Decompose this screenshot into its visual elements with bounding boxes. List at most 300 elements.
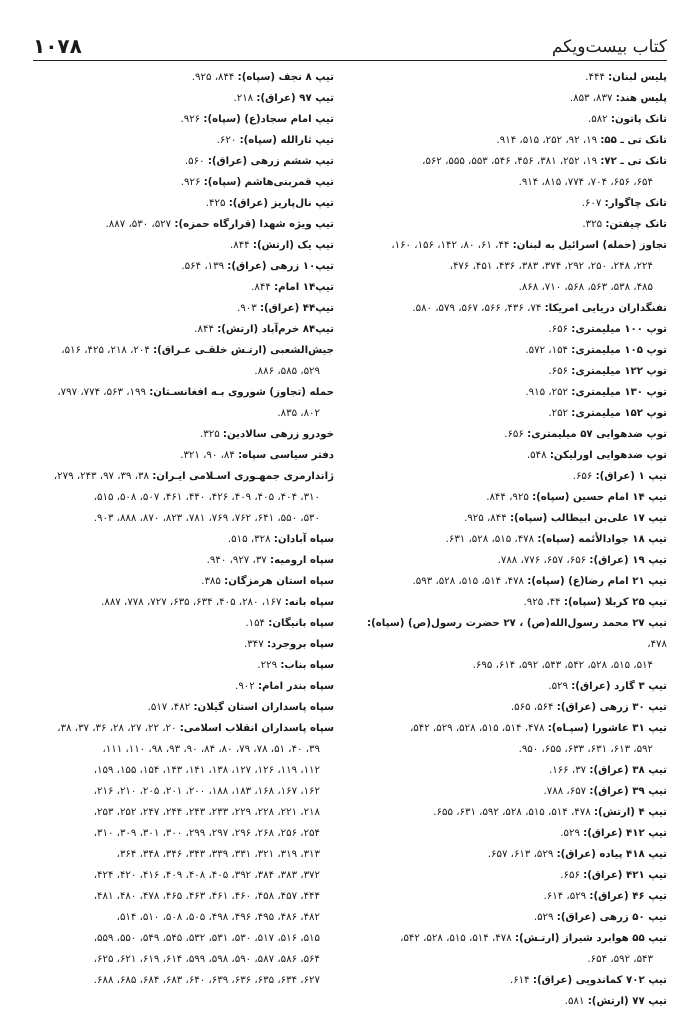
index-page-refs-continued: ۲۲۴، ۲۴۸، ۲۵۰، ۲۹۲، ۳۷۴، ۳۸۳، ۴۳۶، ۴۵۱، ۴۷۶، bbox=[449, 261, 653, 272]
index-page-refs: ۲۵۲، ۹۱۵. bbox=[525, 387, 569, 398]
index-entry bbox=[367, 697, 667, 718]
index-term: تیپ ۹۷ (عراق): bbox=[256, 93, 334, 104]
index-page-refs-continued: ۵۹۲، ۶۱۳، ۶۳۱، ۶۳۳، ۶۵۵، ۹۵۰. bbox=[518, 744, 653, 755]
index-entry bbox=[34, 865, 334, 886]
index-entry bbox=[367, 445, 667, 466]
index-page-refs: ۵۲۹. bbox=[560, 828, 580, 839]
index-entry bbox=[367, 970, 667, 991]
index-term: ژاندارمری جمهـوری اسـلامی ایـران: bbox=[152, 471, 334, 482]
index-entry-line bbox=[524, 597, 668, 608]
index-entry bbox=[34, 970, 334, 991]
index-entry bbox=[34, 550, 334, 571]
index-term: سپاه آبادان: bbox=[273, 534, 334, 545]
index-entry bbox=[367, 109, 667, 130]
index-entry bbox=[34, 634, 334, 655]
index-entry-line bbox=[244, 639, 334, 650]
index-term: تیپ۴۴ (عراق): bbox=[259, 303, 334, 314]
index-entry bbox=[367, 319, 667, 340]
index-entry-line bbox=[207, 555, 334, 566]
index-entry bbox=[367, 676, 667, 697]
index-entry bbox=[367, 592, 667, 613]
index-term: تانک چاگوار: bbox=[604, 198, 667, 209]
index-entry-line bbox=[61, 345, 334, 356]
index-page-refs-continued: ۵۲۹، ۵۸۵، ۸۸۶. bbox=[254, 366, 320, 377]
index-term: توپ ۱۳۰ میلیمتری: bbox=[571, 387, 667, 398]
index-entry bbox=[34, 109, 334, 130]
index-page-refs: ۲۵۲. bbox=[548, 408, 569, 419]
index-entry-line bbox=[54, 471, 334, 482]
index-entry bbox=[34, 907, 334, 928]
index-entry-line bbox=[464, 513, 667, 524]
index-entry-line bbox=[497, 135, 667, 146]
index-page-refs: ۹۲۶. bbox=[180, 114, 201, 125]
index-page-refs: ۵۸۱. bbox=[564, 996, 585, 1007]
index-term: تیپ ۱۴ امام حسین (سپاه): bbox=[532, 492, 667, 503]
index-entry-line bbox=[565, 996, 667, 1007]
index-entry-line bbox=[235, 681, 334, 692]
index-entry bbox=[34, 424, 334, 445]
index-entry-line bbox=[588, 114, 667, 125]
index-entry-line bbox=[544, 786, 667, 797]
index-term: تیپ ۱۸ جوادالأئمه (سپاه): bbox=[537, 534, 667, 545]
index-term: پلیس هند: bbox=[615, 93, 667, 104]
index-entry-line bbox=[525, 345, 667, 356]
index-page-refs: ۶۵۷، ۷۸۸. bbox=[543, 786, 587, 797]
index-term: تیپ ۳۱ عاشورا (سپـاه): bbox=[547, 723, 667, 734]
index-page-refs: ۵۴۸. bbox=[526, 450, 547, 461]
index-page-refs: ۵۲۹، ۶۱۳، ۶۵۷. bbox=[487, 849, 554, 860]
index-entry-line bbox=[233, 93, 334, 104]
index-entry bbox=[367, 865, 667, 886]
page-header bbox=[33, 30, 667, 61]
index-page-refs: ۵۲۹. bbox=[533, 912, 554, 923]
index-entry bbox=[34, 319, 334, 340]
index-term: حمله (تجاوز) شوروی بـه افغانسـتان: bbox=[149, 387, 334, 398]
index-entry-line bbox=[560, 828, 667, 839]
index-term: تانک تی ـ ۵۵: bbox=[600, 135, 667, 146]
index-entry-line bbox=[548, 681, 667, 692]
index-page-refs: ۵۲۹، ۶۱۴. bbox=[543, 891, 587, 902]
index-page-refs: ۶۵۶، ۶۵۷، ۷۷۶، ۷۸۸. bbox=[497, 555, 587, 566]
index-entry-line bbox=[570, 93, 667, 104]
index-entry-line bbox=[148, 702, 334, 713]
index-entry bbox=[34, 382, 334, 424]
index-entry-line bbox=[245, 618, 334, 629]
index-term: سپاه پاسداران استان گیلان: bbox=[193, 702, 334, 713]
index-term: تیپ ۴۶ (عراق): bbox=[589, 891, 667, 902]
index-page-refs: ۳۲۵. bbox=[200, 429, 220, 440]
index-page-refs-continued: ۲۵۴، ۲۵۶، ۲۶۸، ۲۹۶، ۲۹۷، ۲۹۹، ۳۰۰، ۳۰۱، ۳۰۹، ۳۱۰، bbox=[93, 828, 320, 839]
index-entry-line bbox=[185, 156, 334, 167]
index-page-refs: ۸۴۴. bbox=[194, 324, 214, 335]
index-term: تیپ ۲۱ امام رضا(ع) (سپاه): bbox=[527, 576, 667, 587]
index-page-refs-continued: ۱۶۲، ۱۶۷، ۱۶۸، ۱۸۳، ۱۸۸، ۲۰۰، ۲۰۱، ۲۰۵، ۲۱۰، ۲۱۶، bbox=[93, 786, 320, 797]
index-entry bbox=[34, 445, 334, 466]
index-term: تیپ ۳۰ زرهی (عراق): bbox=[556, 702, 667, 713]
index-page-refs: ۸۴۴، ۹۲۵. bbox=[464, 513, 507, 524]
index-page-refs-continued: ۳۱۳، ۳۱۹، ۳۲۱، ۳۳۱، ۳۳۹، ۳۴۳، ۳۴۶، ۳۴۸، ۳۶۴، bbox=[116, 849, 320, 860]
index-entry-line bbox=[237, 303, 334, 314]
index-term: تانک تی ـ ۷۲: bbox=[600, 156, 667, 167]
index-page-refs: ۱۹، ۲۵۲، ۳۸۱، ۴۵۶، ۵۴۶، ۵۵۳، ۵۵۵، ۵۶۲، bbox=[422, 156, 598, 167]
index-page-refs: ۴۷۸، ۵۱۵، ۵۲۸، ۶۳۱. bbox=[445, 534, 535, 545]
index-entry bbox=[34, 844, 334, 865]
index-term: تیپ۱۴ امام: bbox=[274, 282, 334, 293]
index-entry-line bbox=[400, 933, 667, 944]
index-entry bbox=[34, 466, 334, 508]
index-page-refs-continued: ۳۷۲، ۳۸۳، ۳۸۴، ۳۹۲، ۴۰۵، ۴۰۸، ۴۰۹، ۴۱۶، ۴۲۰، ۴۲۴، bbox=[93, 870, 320, 881]
index-term: تانک چیفتن: bbox=[605, 219, 667, 230]
index-entry bbox=[34, 592, 334, 613]
index-page-refs: ۱۵۴، ۵۷۲. bbox=[525, 345, 569, 356]
index-page-refs: ۱۵۴. bbox=[245, 618, 266, 629]
index-entry-line bbox=[422, 156, 667, 167]
index-page-refs: ۶۲۰. bbox=[216, 135, 237, 146]
index-page-refs: ۵۲۷، ۵۳۰، ۸۸۷. bbox=[105, 219, 172, 230]
index-page-refs: ۴۲۵. bbox=[205, 198, 226, 209]
index-entry-line bbox=[206, 198, 334, 209]
index-entry bbox=[367, 151, 667, 193]
index-entry bbox=[34, 88, 334, 109]
index-page-refs-continued: ۵۶۴، ۵۸۶، ۵۸۷، ۵۹۰، ۵۹۸، ۵۹۹، ۶۱۴، ۶۱۹، ۶۲۱، ۶۲۵، bbox=[93, 954, 320, 965]
index-entry bbox=[34, 949, 334, 970]
index-entry-line bbox=[413, 576, 667, 587]
index-term: تیپ ۴۲۱ (عراق): bbox=[583, 870, 667, 881]
index-entry-line bbox=[582, 219, 667, 230]
index-page-refs: ۶۵۶. bbox=[548, 366, 569, 377]
index-page-refs: ۵۸۲. bbox=[587, 114, 608, 125]
index-term: تیپ ۸ نجف (سپاه): bbox=[237, 72, 334, 83]
index-entry bbox=[367, 781, 667, 802]
index-entry-line bbox=[391, 240, 667, 251]
index-entry-line bbox=[201, 576, 334, 587]
index-entry bbox=[34, 130, 334, 151]
index-term: تیپ ویژه شهدا (قرارگاه حمزه): bbox=[174, 219, 334, 230]
index-entry bbox=[367, 928, 667, 970]
index-page-refs: ۳۲۸، ۵۱۵. bbox=[227, 534, 271, 545]
index-page-refs: ۴۴۴. bbox=[585, 72, 605, 83]
index-term: سپاه استان هرمزگان: bbox=[224, 576, 334, 587]
index-entry-line bbox=[200, 429, 334, 440]
index-page-refs-continued: ۶۵۴، ۶۵۶، ۷۰۴، ۷۷۴، ۸۱۵، ۹۱۴. bbox=[518, 177, 653, 188]
index-term: تیپ ثارالله (سپاه): bbox=[239, 135, 334, 146]
index-page-refs: ۳۸، ۳۹، ۹۷، ۲۴۳، ۲۷۹، bbox=[53, 471, 149, 482]
index-entry bbox=[34, 151, 334, 172]
index-entry bbox=[34, 655, 334, 676]
index-entry bbox=[34, 298, 334, 319]
index-page-refs: ۸۳۷، ۸۵۳. bbox=[569, 93, 613, 104]
index-entry bbox=[367, 130, 667, 151]
index-page-refs: ۴۷۸، ۵۱۴، ۵۱۵، ۵۲۸، ۵۹۲، ۶۳۱، ۶۵۵. bbox=[433, 807, 591, 818]
index-term: تجاوز (حمله) اسرائیل به لبنان: bbox=[512, 240, 667, 251]
index-entry bbox=[34, 277, 334, 298]
index-term: خودرو زرهی سالادین: bbox=[222, 429, 334, 440]
index-page-refs-continued: ۵۱۴، ۵۱۵، ۵۲۸، ۵۴۲، ۵۴۳، ۵۹۲، ۶۱۴، ۶۹۵. bbox=[472, 660, 653, 671]
index-term: سپاه بندر امام: bbox=[257, 681, 334, 692]
index-term: سپاه بروجرد: bbox=[266, 639, 334, 650]
index-term: تفنگداران دریایی امریکا: bbox=[544, 303, 667, 314]
index-page-refs: ۲۰۴، ۲۱۸، ۴۲۵، ۵۱۶، bbox=[61, 345, 150, 356]
index-term: تیپ ۵۰ زرهی (عراق): bbox=[556, 912, 667, 923]
index-page-refs: ۳۴۷. bbox=[244, 639, 264, 650]
index-entry bbox=[367, 403, 667, 424]
index-entry bbox=[34, 697, 334, 718]
index-entry bbox=[367, 718, 667, 760]
index-entry bbox=[34, 823, 334, 844]
index-entry bbox=[34, 760, 334, 781]
index-entry-line bbox=[106, 219, 334, 230]
index-term: توپ ۱۰۵ میلیمتری: bbox=[571, 345, 667, 356]
index-entry-line bbox=[560, 870, 667, 881]
index-entry-line bbox=[548, 324, 667, 335]
index-entry bbox=[367, 235, 667, 277]
index-entry-line bbox=[181, 261, 334, 272]
index-entry bbox=[367, 907, 667, 928]
index-entry bbox=[367, 340, 667, 361]
index-entry bbox=[367, 214, 667, 235]
index-term: تیپ نال‌پاریز (عراق): bbox=[228, 198, 334, 209]
index-page-refs-continued: ۴۸۵، ۵۳۸، ۵۶۳، ۵۶۸، ۷۱۰، ۸۶۸. bbox=[518, 282, 653, 293]
index-entry bbox=[367, 823, 667, 844]
index-term: سپاه بانیگان: bbox=[268, 618, 334, 629]
page-number: ۱۰۷۸ bbox=[33, 34, 82, 58]
index-term: تیپ ۷۰۲ کماندویی (عراق): bbox=[532, 975, 667, 986]
index-entry-line bbox=[488, 849, 667, 860]
index-page-refs-continued: ۳۱۰، ۴۰۴، ۴۰۵، ۴۰۹، ۴۲۶، ۴۴۰، ۴۶۱، ۵۰۷، ۵۰۸، ۵۱۵، bbox=[93, 492, 320, 503]
index-term: توپ ضدهوایی اورلیکن: bbox=[549, 450, 667, 461]
index-page-refs: ۴۸۲، ۵۱۷. bbox=[147, 702, 191, 713]
index-entry-line bbox=[228, 534, 334, 545]
index-page-refs: ۴۴، ۶۱، ۸۰، ۱۴۲، ۱۵۶، ۱۶۰، bbox=[391, 240, 510, 251]
index-entry bbox=[34, 214, 334, 235]
index-page-refs-continued: ۱۱۲، ۱۱۹، ۱۲۶، ۱۲۷، ۱۳۸، ۱۴۱، ۱۴۳، ۱۵۴، ۱۵۵، ۱۵۹، bbox=[93, 765, 320, 776]
index-page-refs: ۱۹، ۹۲، ۲۵۲، ۵۱۵، ۹۱۴. bbox=[496, 135, 598, 146]
index-entry bbox=[367, 298, 667, 319]
index-entry bbox=[34, 718, 334, 760]
index-page-refs: ۹۰۳. bbox=[237, 303, 257, 314]
index-page-refs: ۵۲۹. bbox=[548, 681, 568, 692]
index-page-refs: ۱۶۷، ۲۸۰، ۴۰۵، ۶۳۴، ۶۳۵، ۷۲۷، ۷۷۸، ۸۸۷. bbox=[101, 597, 282, 608]
index-term: سپاه بناب: bbox=[280, 660, 334, 671]
index-entry-line bbox=[527, 450, 667, 461]
index-term: تیپ ۲۵ کربلا (سپاه): bbox=[563, 597, 667, 608]
index-page-refs: ۶۱۴. bbox=[509, 975, 530, 986]
index-term: سپاه ارومیه: bbox=[270, 555, 334, 566]
index-entry bbox=[367, 760, 667, 781]
index-term: توپ ۱۵۲ میلیمتری: bbox=[571, 408, 667, 419]
index-entry-line bbox=[573, 471, 667, 482]
index-page-refs: ۶۵۶. bbox=[572, 471, 593, 482]
index-entry bbox=[367, 361, 667, 382]
index-page-refs: ۵۶۴، ۵۶۵. bbox=[510, 702, 554, 713]
index-entry-line bbox=[180, 114, 334, 125]
index-page-refs: ۳۷، ۹۲۷، ۹۴۰. bbox=[206, 555, 267, 566]
index-page-refs: ۸۴۴. bbox=[229, 240, 250, 251]
index-page-refs: ۱۹۹، ۵۶۳، ۷۷۴، ۷۹۷، bbox=[57, 387, 146, 398]
index-entry-line bbox=[101, 597, 334, 608]
index-term: تیپ ۴۱۸ پیاده (عراق): bbox=[556, 849, 667, 860]
index-page-refs: ۷۴، ۴۳۶، ۵۶۶، ۵۶۷، ۵۷۹، ۵۸۰. bbox=[412, 303, 542, 314]
index-page-refs: ۵۶۰. bbox=[184, 156, 205, 167]
index-page-refs-continued: ۵۴۳، ۵۹۲، ۶۵۴. bbox=[587, 954, 653, 965]
index-term: جیش‌الشعبی (ارتـش خلقـی عـراق): bbox=[153, 345, 334, 356]
index-entry bbox=[367, 550, 667, 571]
index-entry bbox=[34, 613, 334, 634]
index-term: تیپ ۱ (عراق): bbox=[595, 471, 667, 482]
index-entry bbox=[367, 466, 667, 487]
index-entry-line bbox=[217, 135, 334, 146]
index-entry bbox=[34, 172, 334, 193]
index-entry bbox=[34, 340, 334, 382]
index-entry-line bbox=[251, 282, 334, 293]
index-entry-line bbox=[412, 303, 667, 314]
index-entry bbox=[34, 676, 334, 697]
index-term: تیپ۱۰ زرهی (عراق): bbox=[227, 261, 334, 272]
index-entry-line bbox=[548, 408, 667, 419]
index-term: توپ ۱۰۰ میلیمتری: bbox=[571, 324, 667, 335]
index-entry bbox=[34, 928, 334, 949]
index-entry bbox=[367, 529, 667, 550]
index-page-refs: ۸۴۴، ۹۲۵. bbox=[191, 72, 235, 83]
index-entry-line bbox=[486, 492, 667, 503]
index-entry-line bbox=[446, 534, 667, 545]
index-entry-line bbox=[433, 807, 667, 818]
index-page-refs: ۴۷۸، ۵۱۴، ۵۱۵، ۵۲۸، ۵۴۲، bbox=[400, 933, 512, 944]
index-entry bbox=[34, 529, 334, 550]
index-entry-line bbox=[549, 765, 667, 776]
index-page-refs: ۶۵۶. bbox=[504, 429, 524, 440]
index-entry-line bbox=[180, 450, 334, 461]
index-page-refs: ۸۴، ۹۰، ۳۲۱. bbox=[180, 450, 235, 461]
index-entry bbox=[34, 508, 334, 529]
index-entry bbox=[367, 382, 667, 403]
index-page-refs-continued: ۴۴۴، ۴۵۷، ۴۵۸، ۴۶۰، ۴۶۱، ۴۶۳، ۴۶۵، ۴۷۸، ۴۸۰، ۴۸۱، bbox=[93, 891, 320, 902]
index-entry-line bbox=[257, 660, 334, 671]
index-entry bbox=[34, 235, 334, 256]
index-page-refs: ۹۰۲. bbox=[235, 681, 255, 692]
index-entry-line bbox=[510, 975, 667, 986]
index-entry bbox=[367, 802, 667, 823]
index-entry-line bbox=[57, 723, 334, 734]
index-entry-line bbox=[181, 177, 334, 188]
index-entry bbox=[367, 613, 667, 676]
index-term: پلیس لبنان: bbox=[608, 72, 667, 83]
index-term: تیپ امام سجاد(ع) (سپاه): bbox=[203, 114, 334, 125]
index-term: تیپ ۴ (ارتش): bbox=[593, 807, 667, 818]
index-term: تیپ ۷۷ (ارتش): bbox=[587, 996, 667, 1007]
index-term: سپاه بانه: bbox=[284, 597, 334, 608]
index-entry bbox=[367, 886, 667, 907]
index-term: توپ ضدهوایی ۵۷ میلیمتری: bbox=[527, 429, 667, 440]
index-term: تانک پاتون: bbox=[610, 114, 667, 125]
index-term: تیپ ۱۷ علی‌بن ابیطالب (سپاه): bbox=[509, 513, 667, 524]
index-entry bbox=[367, 193, 667, 214]
index-entry bbox=[367, 424, 667, 445]
index-entry-line bbox=[525, 387, 667, 398]
index-column-right bbox=[367, 67, 667, 1012]
index-entry-line bbox=[582, 198, 667, 209]
index-entry bbox=[367, 277, 667, 298]
index-entry bbox=[367, 88, 667, 109]
index-entry-line bbox=[498, 555, 667, 566]
index-entry-line bbox=[585, 72, 667, 83]
index-entry bbox=[367, 571, 667, 592]
index-entry bbox=[367, 991, 667, 1012]
index-page-refs: ۲۲۹. bbox=[257, 660, 278, 671]
index-entry bbox=[34, 802, 334, 823]
index-page-refs-continued: ۸۰۲، ۸۳۵. bbox=[277, 408, 320, 419]
index-term: تیپ قمربنی‌هاشم (سپاه): bbox=[203, 177, 334, 188]
index-entry bbox=[367, 508, 667, 529]
index-page-refs: ۱۳۹، ۵۶۴. bbox=[181, 261, 225, 272]
index-entry-line bbox=[57, 387, 334, 398]
index-term: تیپ ۳۸ (عراق): bbox=[589, 765, 667, 776]
index-entry-line bbox=[534, 912, 667, 923]
index-page-refs: ۳۲۵. bbox=[582, 219, 603, 230]
index-entry bbox=[34, 571, 334, 592]
index-page-refs-continued: ۳۹، ۴۰، ۵۱، ۷۸، ۷۹، ۸۰، ۸۴، ۹۰، ۹۳، ۹۸، ۱۱۰، ۱۱۱، bbox=[102, 744, 320, 755]
index-entry bbox=[34, 781, 334, 802]
index-term: تیپ ۲۷ محمد رسول‌الله(ص) ، ۲۷ حضرت رسول(ص) (سپاه): bbox=[367, 618, 667, 629]
index-term: تیپ ۳ گارد (عراق): bbox=[571, 681, 667, 692]
index-entry bbox=[34, 256, 334, 277]
index-term: تیپ یک (ارتش): bbox=[252, 240, 334, 251]
index-page-refs: ۴۴، ۹۲۵. bbox=[523, 597, 561, 608]
index-page-refs-continued: ۵۱۵، ۵۱۶، ۵۱۷، ۵۳۰، ۵۳۱، ۵۳۲، ۵۴۵، ۵۴۹، ۵۵۰، ۵۵۹، bbox=[93, 933, 320, 944]
index-entry bbox=[34, 67, 334, 88]
index-entry-line bbox=[192, 72, 334, 83]
index-page-refs: ۸۴۴. bbox=[251, 282, 271, 293]
index-page-refs: ۴۷۸، ۵۱۴، ۵۱۵، ۵۲۸، ۵۹۳. bbox=[412, 576, 525, 587]
index-entry bbox=[367, 67, 667, 88]
index-page-refs: ۹۲۶. bbox=[180, 177, 201, 188]
index-page-refs: ۹۲۵، ۸۴۴. bbox=[486, 492, 529, 503]
index-entry-line bbox=[504, 429, 667, 440]
index-entry-line bbox=[230, 240, 334, 251]
index-page-refs: ۳۸۵. bbox=[201, 576, 221, 587]
index-term: تیپ ششم زرهی (عراق): bbox=[207, 156, 334, 167]
index-page-refs-continued: ۴۸۲، ۴۸۶، ۴۹۵، ۴۹۶، ۴۹۸، ۵۰۵، ۵۰۸، ۵۱۰، ۵۱۴، bbox=[116, 912, 320, 923]
index-entry-line bbox=[544, 891, 667, 902]
index-page-refs: ۴۷۸، ۵۱۴، ۵۱۵، ۵۲۸، ۵۲۹، ۵۴۲، bbox=[409, 723, 545, 734]
index-entry bbox=[34, 193, 334, 214]
index-term: تیپ ۴۱۲ (عراق): bbox=[583, 828, 667, 839]
index-entry-line bbox=[367, 618, 667, 650]
index-term: تیپ ۵۵ هوابرد شیراز (ارتـش): bbox=[514, 933, 667, 944]
index-entry-line bbox=[194, 324, 334, 335]
index-entry-line bbox=[548, 366, 667, 377]
index-entry bbox=[34, 886, 334, 907]
index-page-refs-continued: ۲۱۸، ۲۲۱، ۲۲۸، ۲۲۹، ۲۳۳، ۲۴۳، ۲۴۴، ۲۴۷، ۲۵۲، ۲۵۳، bbox=[93, 807, 320, 818]
index-entry-line bbox=[511, 702, 667, 713]
index-term: توپ ۱۲۲ میلیمتری: bbox=[571, 366, 667, 377]
index-page-refs: ۶۵۶. bbox=[560, 870, 580, 881]
index-page-refs-continued: ۶۲۷، ۶۳۴، ۶۳۵، ۶۳۶، ۶۳۹، ۶۴۰، ۶۸۳، ۶۸۴، ۶۸۵، ۶۸۸. bbox=[93, 975, 320, 986]
book-title: کتاب بیست‌ویکم bbox=[551, 37, 667, 57]
index-page-refs: ۴۷۸، bbox=[647, 639, 667, 650]
index-term: تیپ ۳۹ (عراق): bbox=[589, 786, 667, 797]
index-page-refs: ۶۵۶. bbox=[548, 324, 569, 335]
index-page-refs: ۲۱۸. bbox=[233, 93, 254, 104]
index-entry bbox=[367, 487, 667, 508]
index-page-refs-continued: ۵۳۰، ۵۵۰، ۶۴۱، ۷۶۲، ۷۶۹، ۷۸۱، ۸۲۳، ۸۷۰، ۸۸۸، ۹۰۳. bbox=[93, 513, 320, 524]
index-term: تیپ ۱۹ (عراق): bbox=[589, 555, 667, 566]
index-page-refs: ۶۰۷. bbox=[581, 198, 602, 209]
index-page-refs: ۳۷، ۱۶۶. bbox=[548, 765, 587, 776]
index-page-refs: ۲۰، ۲۲، ۲۷، ۲۸، ۳۶، ۳۷، ۳۸، bbox=[57, 723, 177, 734]
index-term: سپاه پاسداران انقلاب اسلامی: bbox=[179, 723, 334, 734]
index-entry bbox=[367, 844, 667, 865]
